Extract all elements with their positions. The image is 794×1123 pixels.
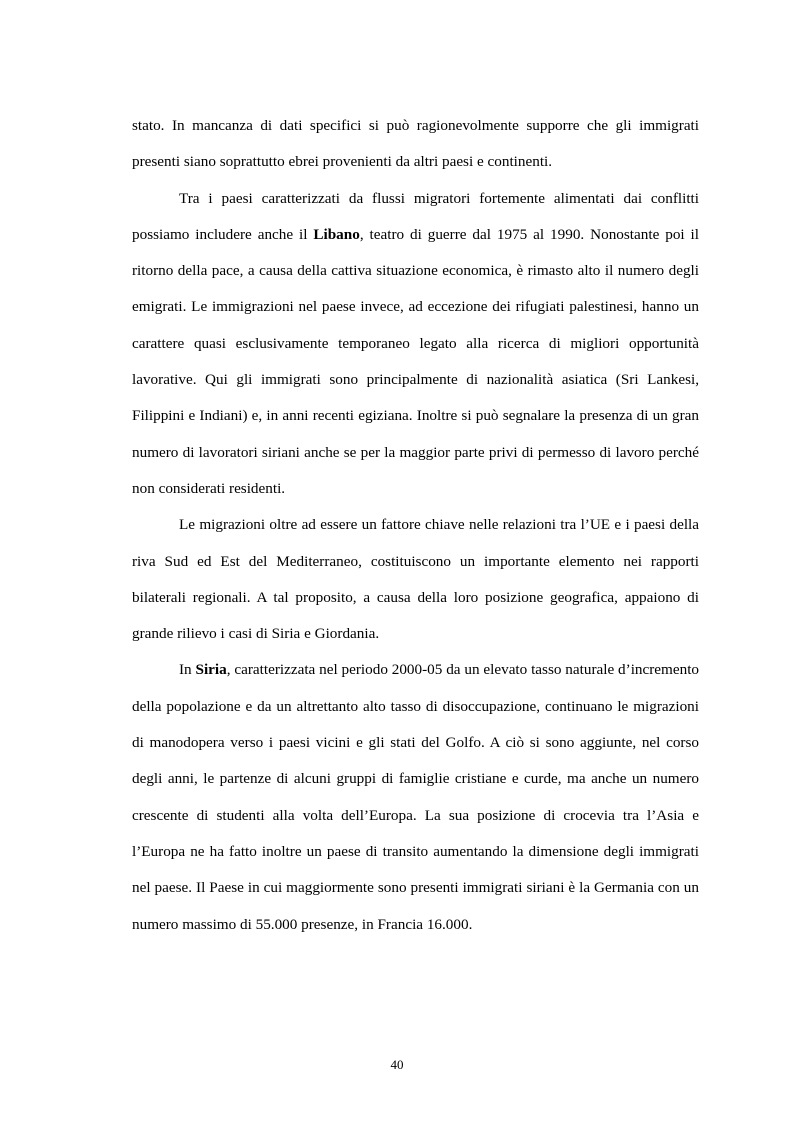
paragraph-text: , teatro di guerre dal 1975 al 1990. Nonostante poi il ritorno della pace, a causa della cattiva situazione economica, è rimasto alto il numero degli emigrati. Le immigrazioni nel paese invece, ad eccezione dei rifugiati palestinesi, hanno un carattere quasi esclusivamente temporaneo legato alla ricerca di migliori opportunità lavorative. Qui gli immigrati sono principalmente di nazionalità asiatica (Sri Lankesi, Filippini e Indiani) e, in anni recenti egiziana. Inoltre si può segnalare la presenza di un gran numero di lavoratori siriani anche se per la maggior parte privi di permesso di lavoro perché non considerati residenti. — [132, 225, 699, 497]
paragraph-syria — [132, 652, 699, 942]
paragraph-text: Le migrazioni oltre ad essere un fattore chiave nelle relazioni tra l’UE e i paesi della riva Sud ed Est del Mediterraneo, costituiscono un importante elemento nei rapporti bilaterali regionali. A tal proposito, a causa della loro posizione geografica, appaiono di grande rilievo i casi di Siria e Giordania. — [132, 516, 699, 643]
paragraph-israel-continuation — [132, 108, 699, 181]
country-name-syria: Siria — [195, 661, 227, 679]
paragraph-text: stato. In mancanza di dati specifici si può ragionevolmente supporre che gli immigrati presenti siano soprattutto ebrei provenienti da altri paesi e continenti. — [132, 117, 699, 171]
country-name-lebanon: Libano — [313, 225, 360, 243]
paragraph-eu-relations — [132, 507, 699, 652]
paragraph-text: Tra i paesi caratterizzati da flussi migratori fortemente alimentati dai conflitti possiamo includere anche il — [132, 189, 699, 243]
page-number: 40 — [390, 1057, 404, 1072]
paragraph-lebanon — [132, 181, 699, 508]
paragraph-text: In — [179, 661, 196, 679]
body-text — [132, 108, 699, 943]
paragraph-text: , caratterizzata nel periodo 2000-05 da un elevato tasso naturale d’incremento della popolazione e da un altrettanto alto tasso di disoccupazione, continuano le migrazioni di manodopera verso i paesi vicini e gli stati del Golfo. A ciò si sono aggiunte, nel corso degli anni, le partenze di alcuni gruppi di famiglie cristiane e curde, ma anche un numero crescente di studenti alla volta dell’Europa. La sua posizione di crocevia tra l’Asia e l’Europa ne ha fatto inoltre un paese di transito aumentando la dimensione degli immigrati nel paese. Il Paese in cui maggiormente sono presenti immigrati siriani è la Germania con un numero massimo di 55.000 presenze, in Francia 16.000. — [132, 661, 700, 933]
